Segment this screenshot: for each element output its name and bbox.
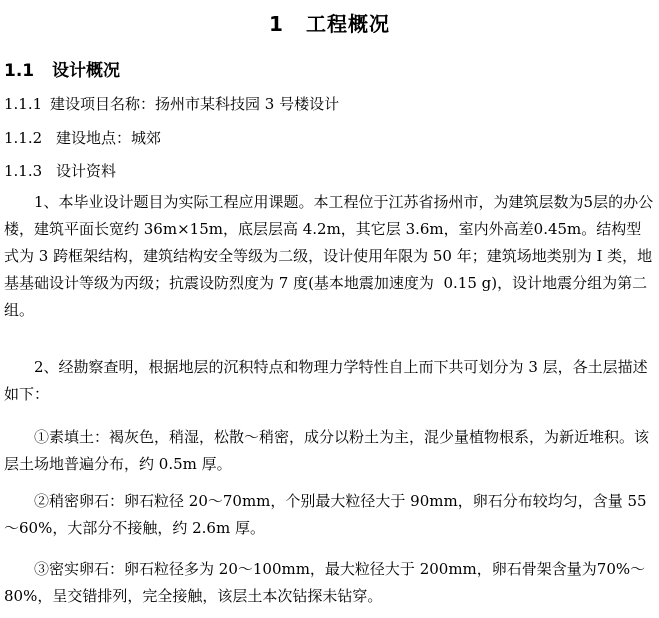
paragraph-survey-intro: 2、经勘察查明，根据地层的沉积特点和物理力学特性自上而下共可划分为 3 层，各土层描述如下：	[4, 358, 648, 403]
chapter-title	[0, 8, 659, 37]
paragraph-design-info: 1、本毕业设计题目为实际工程应用课题。本工程位于江苏省扬州市，为建筑层数为5层的办公楼，建筑平面长宽约 36m×15m，底层层高 4.2m，其它层 3.6m，室内外高差0.45m。结构型式为 3 跨框架结构，建筑结构安全等级为二级，设计使用年限为 50 年；建筑场地类别为 Ⅰ 类，地基基础设计等级为丙级；抗震设防烈度为 7 度(基本地震加速度为 0.15 g)，设计地震分组为第二组。	[4, 193, 654, 319]
subsection-label: 建设项目名称：扬州市某科技园 3 号楼设计	[50, 95, 340, 113]
subsection-number: 1.1.3	[4, 162, 43, 180]
paragraph-layer-3: ③密实卵石：卵石粒径多为 20～100mm，最大粒径大于 200mm，卵石骨架含量为70%～80%，呈交错排列，完全接触，该层土本次钻探未钻穿。	[4, 560, 646, 605]
chapter-number: 1	[269, 12, 284, 36]
subsection-label: 建设地点：城郊	[56, 129, 162, 147]
subsection-1-1-3	[4, 160, 116, 181]
subsection-number: 1.1.2	[4, 129, 43, 147]
subsection-1-1-2	[4, 127, 161, 148]
subsection-1-1-1	[4, 93, 339, 114]
subsection-number: 1.1.1	[4, 95, 43, 113]
paragraph-layer-1: ①素填土：褐灰色，稍湿，松散～稍密，成分以粉土为主，混少量植物根系，为新近堆积。该层土场地普遍分布，约 0.5m 厚。	[4, 428, 650, 473]
subsection-label: 设计资料	[56, 162, 117, 180]
chapter-title-text: 工程概况	[305, 12, 390, 36]
paragraph-layer-2: ②稍密卵石：卵石粒径 20～70mm，个别最大粒径大于 90mm，卵石分布较均匀，含量 55～60%，大部分不接触，约 2.6m 厚。	[4, 492, 647, 537]
section-number: 1.1	[4, 61, 35, 81]
section-title-text: 设计概况	[52, 61, 120, 81]
section-title	[4, 56, 120, 81]
